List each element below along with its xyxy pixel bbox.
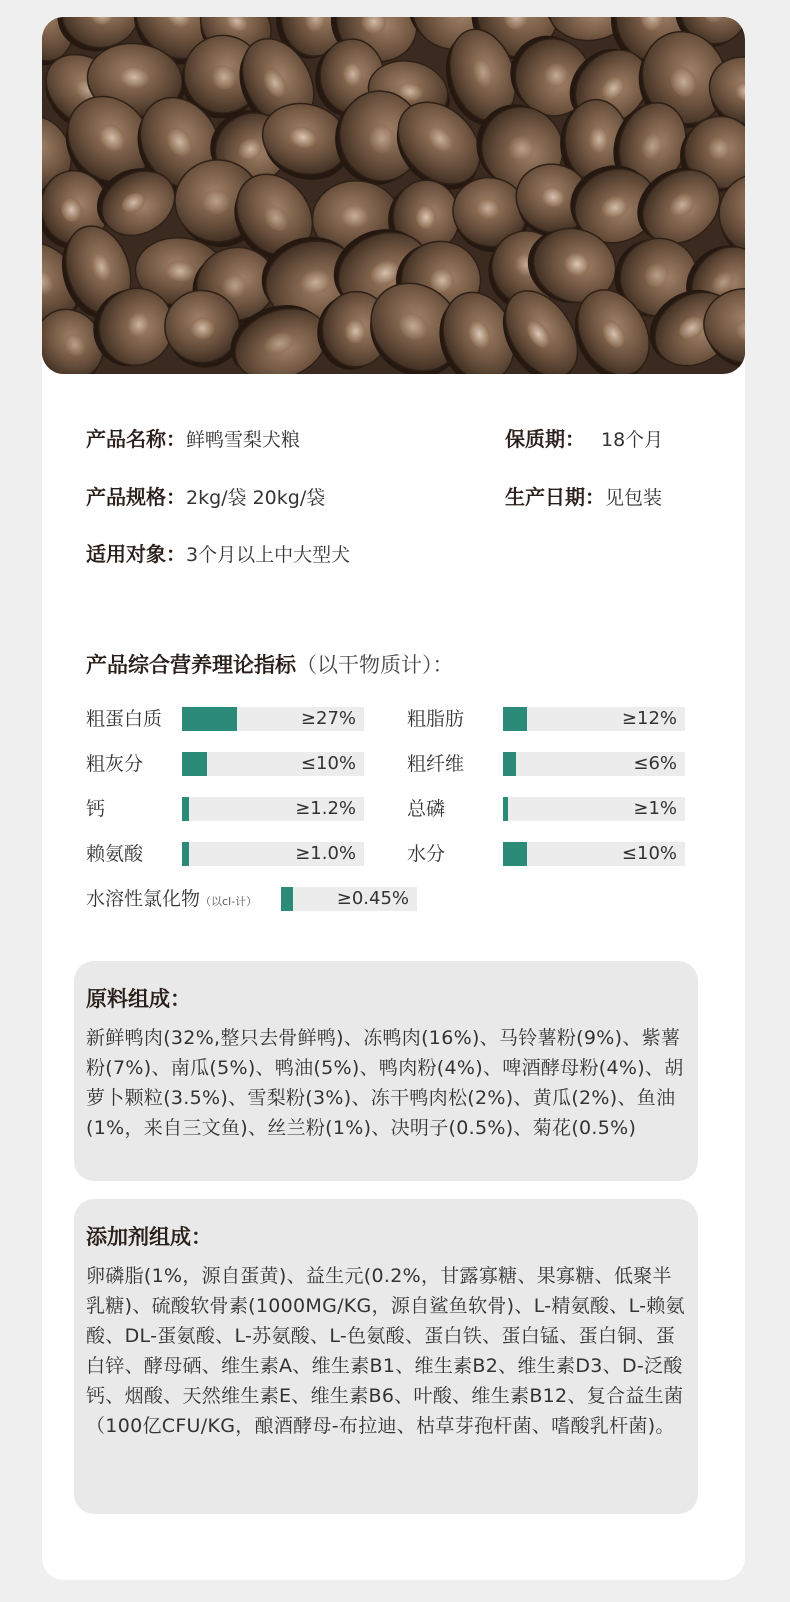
shelf-life-value: 18个月 xyxy=(601,429,664,451)
nutrition-bar xyxy=(503,752,685,776)
shelf-life-label: 保质期： xyxy=(505,427,585,451)
nutrition-item-name xyxy=(86,841,143,867)
nutrition-bar-fill xyxy=(182,842,189,866)
nutrition-item-label: 粗灰分 xyxy=(86,753,144,775)
nutrition-item xyxy=(407,796,685,822)
product-name-label: 产品名称： xyxy=(86,427,186,451)
nutrition-item xyxy=(86,751,364,777)
product-card xyxy=(42,17,745,1580)
nutrition-bar-fill xyxy=(503,797,508,821)
product-spec-row xyxy=(86,481,325,513)
nutrition-item-label: 赖氨酸 xyxy=(86,843,144,865)
nutrition-title-main: 产品综合营养理论指标 xyxy=(86,653,296,677)
nutrition-item xyxy=(407,841,685,867)
nutrition-item-value: ≥1.0% xyxy=(295,843,356,864)
nutrition-bar xyxy=(503,707,685,731)
nutrition-item-name xyxy=(407,796,445,822)
nutrition-item-name xyxy=(407,751,464,777)
shelf-life-row xyxy=(505,423,663,455)
nutrition-item-label: 粗纤维 xyxy=(407,753,465,775)
nutrition-bar xyxy=(182,797,364,821)
nutrition-bar xyxy=(182,707,364,731)
nutrition-item-label: 粗蛋白质 xyxy=(86,708,163,730)
nutrition-bar-fill xyxy=(503,752,516,776)
nutrition-item-value: ≤6% xyxy=(633,753,677,774)
nutrition-item-label: 钙 xyxy=(86,798,106,820)
nutrition-item-value: ≤10% xyxy=(300,753,356,774)
nutrition-item-note: （以cl-计） xyxy=(200,895,258,908)
target-row xyxy=(86,538,350,570)
nutrition-item xyxy=(86,841,364,867)
target-value: 3个月以上中大型犬 xyxy=(186,544,351,566)
nutrition-item-label: 水分 xyxy=(407,843,446,865)
kibble-photo xyxy=(42,17,745,374)
ingredients-title: 原料组成： xyxy=(86,987,191,1011)
nutrition-bar xyxy=(182,842,364,866)
additives-box xyxy=(74,1199,698,1514)
nutrition-item-value: ≥12% xyxy=(621,708,677,729)
nutrition-title xyxy=(86,649,454,679)
nutrition-bar xyxy=(182,752,364,776)
nutrition-item-name xyxy=(407,841,445,867)
nutrition-title-note: （以干物质计）： xyxy=(296,653,454,677)
nutrition-item-value: ≥27% xyxy=(300,708,356,729)
target-label: 适用对象： xyxy=(86,542,186,566)
product-spec-value: 2kg/袋 20kg/袋 xyxy=(186,487,326,509)
nutrition-bar-fill xyxy=(182,797,189,821)
product-name-row xyxy=(86,423,300,455)
nutrition-item-value: ≥1% xyxy=(633,798,677,819)
product-name-value: 鲜鸭雪梨犬粮 xyxy=(186,429,301,451)
product-spec-label: 产品规格： xyxy=(86,485,186,509)
nutrition-item-name xyxy=(86,706,162,732)
nutrition-item-name xyxy=(407,706,464,732)
nutrition-bar-fill xyxy=(281,887,293,911)
nutrition-bar xyxy=(503,797,685,821)
nutrition-item-name xyxy=(86,886,257,915)
nutrition-bar-fill xyxy=(503,842,527,866)
nutrition-item-label: 粗脂肪 xyxy=(407,708,465,730)
nutrition-item xyxy=(86,706,364,732)
kibble-image xyxy=(42,17,745,374)
additives-text: 卵磷脂(1%，源自蛋黄)、益生元(0.2%，甘露寡糖、果寡糖、低聚半乳糖)、硫酸软骨素(1000MG/KG，源自鲨鱼软骨)、L-精氨酸、L-赖氨酸、DL-蛋氨酸、L-苏氨酸、L-色氨酸、蛋白铁、蛋白锰、蛋白铜、蛋白锌、酵母硒、维生素A、维生素B1、维生素B2、维生素D3、D-泛酸钙、烟酸、天然维生素E、维生素B6、叶酸、维生素B12、复合益生菌（100亿CFU/KG，酿酒酵母-布拉迪、枯草芽孢杆菌、嗜酸乳杆菌)。 xyxy=(86,1265,685,1437)
nutrition-bar-fill xyxy=(182,752,207,776)
nutrition-item-value: ≥0.45% xyxy=(336,888,409,909)
nutrition-item-value: ≤10% xyxy=(621,843,677,864)
nutrition-item-value: ≥1.2% xyxy=(295,798,356,819)
production-date-label: 生产日期： xyxy=(505,485,605,509)
nutrition-item xyxy=(407,706,685,732)
nutrition-item-name xyxy=(86,796,105,822)
nutrition-item xyxy=(407,751,685,777)
nutrition-bar xyxy=(281,887,417,911)
production-date-row xyxy=(505,481,662,513)
nutrition-item-label: 总磷 xyxy=(407,798,446,820)
nutrition-item-name xyxy=(86,751,143,777)
additives-title: 添加剂组成： xyxy=(86,1225,212,1249)
ingredients-text: 新鲜鸭肉(32%,整只去骨鲜鸭)、冻鸭肉(16%)、马铃薯粉(9%)、紫薯粉(7%)、南瓜(5%)、鸭油(5%)、鸭肉粉(4%)、啤酒酵母粉(4%)、胡萝卜颗粒(3.5%)、雪梨粉(3%)、冻干鸭肉松(2%)、黄瓜(2%)、鱼油(1%，来自三文鱼)、丝兰粉(1%)、决明子(0.5%)、菊花(0.5%) xyxy=(86,1027,684,1139)
nutrition-bar-fill xyxy=(503,707,527,731)
nutrition-item xyxy=(86,796,364,822)
production-date-value: 见包装 xyxy=(605,487,663,509)
ingredients-box xyxy=(74,961,698,1181)
nutrition-bar-fill xyxy=(182,707,237,731)
nutrition-item-label: 水溶性氯化物 xyxy=(86,888,201,910)
nutrition-item xyxy=(86,886,417,912)
nutrition-bar xyxy=(503,842,685,866)
